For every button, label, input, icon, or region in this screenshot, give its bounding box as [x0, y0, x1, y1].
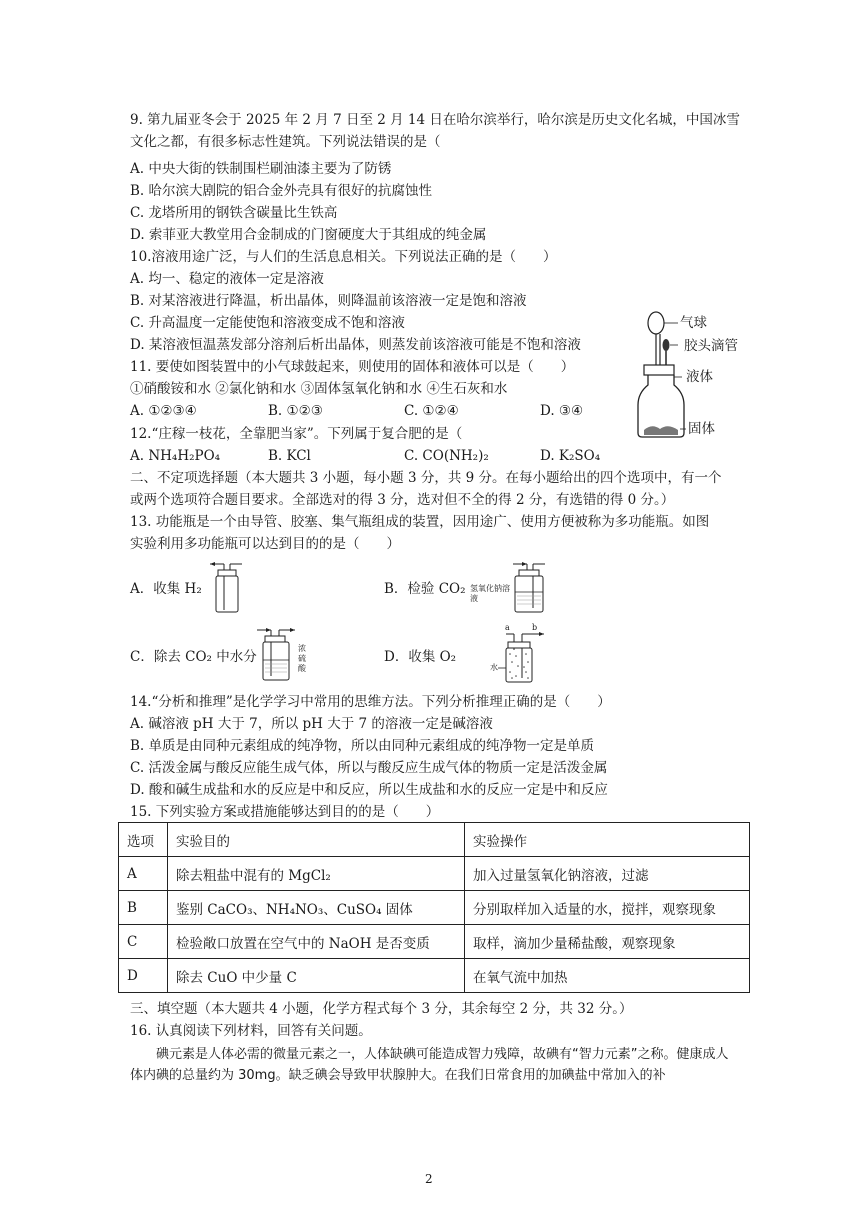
- q15-stem: 15. 下列实验方案或措施能够达到目的的是（ ）: [130, 804, 440, 820]
- q11-label-dropper: 胶头滴管: [684, 338, 738, 354]
- table-row: [119, 891, 750, 925]
- q11-choices: ①硝酸铵和水 ②氯化钠和水 ③固体氢氧化钠和水 ④生石灰和水: [130, 381, 508, 397]
- q9-option-c: C. 龙塔所用的钢铁含碳量比生铁高: [130, 205, 338, 221]
- q11-option-a: A. ①②③④: [130, 403, 197, 419]
- q10-option-d: D. 某溶液恒温蒸发部分溶剂后析出晶体，则蒸发前该溶液可能是不饱和溶液: [130, 337, 581, 353]
- q13-option-c: C．除去 CO₂ 中水分: [130, 649, 257, 665]
- q13-bottle-c-figure: [255, 624, 299, 684]
- q11-stem: 11. 要使如图装置中的小气球鼓起来，则使用的固体和液体可以是（ ）: [130, 359, 575, 375]
- q13-bottle-a-figure: [208, 558, 248, 616]
- q11-label-solid: 固体: [688, 421, 715, 437]
- table-cell: 鉴别 CaCO₃、NH₄NO₃、CuSO₄ 固体: [168, 891, 465, 925]
- q16-passage: 碘元素是人体必需的微量元素之一，人体缺碘可能造成智力残障，故碘有“智力元素”之称。健康成人体内碘的总量约为 30mg。缺乏碘会导致甲状腺肿大。在我们日常食用的加碘盐中常加入的补: [130, 1047, 729, 1083]
- q14-option-a: A. 碱溶液 pH 大于 7，所以 pH 大于 7 的溶液一定是碱溶液: [130, 716, 493, 732]
- q10-option-b: B. 对某溶液进行降温，析出晶体，则降温前该溶液一定是饱和溶液: [130, 293, 527, 309]
- q11-label-liquid: 液体: [686, 369, 713, 385]
- q16-stem: 16. 认真阅读下列材料，回答有关问题。: [130, 1023, 372, 1039]
- q12-stem: 12.“庄稼一枝花，全靠肥当家”。下列属于复合肥的是（: [130, 426, 463, 442]
- q11-option-c: C. ①②④: [404, 403, 459, 419]
- table-row: [119, 959, 750, 993]
- q12-option-d: D. K₂SO₄: [540, 448, 601, 464]
- table-row: [119, 925, 750, 959]
- table-cell: 检验敞口放置在空气中的 NaOH 是否变质: [168, 925, 465, 959]
- table-cell: 分别取样加入适量的水，搅拌，观察现象: [465, 891, 750, 925]
- table-cell: D: [119, 959, 168, 993]
- q13-stem-line2: 实验利用多功能瓶可以达到目的的是（ ）: [130, 536, 400, 552]
- q11-label-balloon: 气球: [680, 315, 707, 331]
- q13-option-a: A．收集 H₂: [130, 581, 202, 597]
- q13-stem-line1: 13. 功能瓶是一个由导管、胶塞、集气瓶组成的装置，因用途广、使用方便被称为多功能瓶。如图: [130, 514, 710, 530]
- q15-table: [118, 822, 750, 993]
- q9-option-b: B. 哈尔滨大剧院的铝合金外壳具有很好的抗腐蚀性: [130, 183, 433, 199]
- table-cell: B: [119, 891, 168, 925]
- q9-option-d: D. 索菲亚大教堂用合金制成的门窗硬度大于其组成的纯金属: [130, 227, 487, 243]
- q11-option-b: B. ①②③: [268, 403, 323, 419]
- table-cell: A: [119, 857, 168, 891]
- q9-stem-line1: 9. 第九届亚冬会于 2025 年 2 月 7 日至 2 月 14 日在哈尔滨举行，哈尔滨是历史文化名城，中国冰雪: [130, 112, 740, 128]
- q13-option-b: B．检验 CO₂: [384, 581, 466, 597]
- section3-header: 三、填空题（本大题共 4 小题，化学方程式每个 3 分，其余每空 2 分，共 32 分。）: [130, 1001, 633, 1017]
- rubber-stopper: [644, 365, 674, 375]
- q14-option-d: D. 酸和碱生成盐和水的反应是中和反应，所以生成盐和水的反应一定是中和反应: [130, 782, 608, 798]
- q14-stem: 14.“分析和推理”是化学学习中常用的思维方法。下列分析推理正确的是（ ）: [130, 694, 611, 710]
- flask-body: [638, 375, 684, 437]
- q13-label-naoh: 氢氧化钠溶液: [470, 584, 510, 603]
- solid-heap: [644, 426, 678, 435]
- table-header-cell: 实验目的: [168, 823, 465, 857]
- q13-label-water: 水: [490, 663, 498, 672]
- q10-stem: 10.溶液用途广泛，与人们的生活息息相关。下列说法正确的是（ ）: [130, 249, 557, 265]
- dropper-bulb: [663, 339, 670, 351]
- table-header-row: [119, 823, 750, 857]
- q14-option-c: C. 活泼金属与酸反应能生成气体，所以与酸反应生成气体的物质一定是活泼金属: [130, 760, 608, 776]
- q13-bottle-b-figure: [505, 558, 547, 616]
- table-cell: 在氧气流中加热: [465, 959, 750, 993]
- q11-option-d: D. ③④: [540, 403, 584, 419]
- table-row: [119, 857, 750, 891]
- q10-option-a: A. 均一、稳定的液体一定是溶液: [130, 271, 324, 287]
- table-cell: 取样，滴加少量稀盐酸，观察现象: [465, 925, 750, 959]
- q13-bottle-d-figure: [488, 620, 552, 686]
- q14-option-b: B. 单质是由同种元素组成的纯净物，所以由同种元素组成的纯净物一定是单质: [130, 738, 595, 754]
- table-cell: 除去 CuO 中少量 C: [168, 959, 465, 993]
- section2-header-line1: 二、不定项选择题（本大题共 3 小题，每小题 3 分，共 9 分。在每小题给出的四个选项中，有一个: [130, 470, 722, 486]
- q13-option-d: D．收集 O₂: [384, 649, 457, 665]
- table-header-cell: 实验操作: [465, 823, 750, 857]
- q9-stem-line2: 文化之都，有很多标志性建筑。下列说法错误的是（: [130, 134, 441, 150]
- balloon-shape: [648, 312, 664, 334]
- q10-option-c: C. 升高温度一定能使饱和溶液变成不饱和溶液: [130, 315, 405, 331]
- q13-label-a: a: [505, 623, 510, 632]
- table-cell: 加入过量氢氧化钠溶液，过滤: [465, 857, 750, 891]
- q12-option-a: A. NH₄H₂PO₄: [130, 448, 221, 464]
- q13-label-b: b: [532, 623, 538, 632]
- page-number: 2: [425, 1172, 433, 1186]
- q13-label-acid: 浓硫酸: [298, 644, 306, 673]
- table-cell: 除去粗盐中混有的 MgCl₂: [168, 857, 465, 891]
- q12-option-c: C. CO(NH₂)₂: [404, 448, 489, 464]
- table-header-cell: 选项: [119, 823, 168, 857]
- table-cell: C: [119, 925, 168, 959]
- q12-option-b: B. KCl: [268, 448, 311, 464]
- section2-header-line2: 或两个选项符合题目要求。全部选对的得 3 分，选对但不全的得 2 分，有选错的得 0 分。）: [130, 492, 675, 508]
- q9-option-a: A. 中央大街的铁制围栏刷油漆主要为了防锈: [130, 161, 392, 177]
